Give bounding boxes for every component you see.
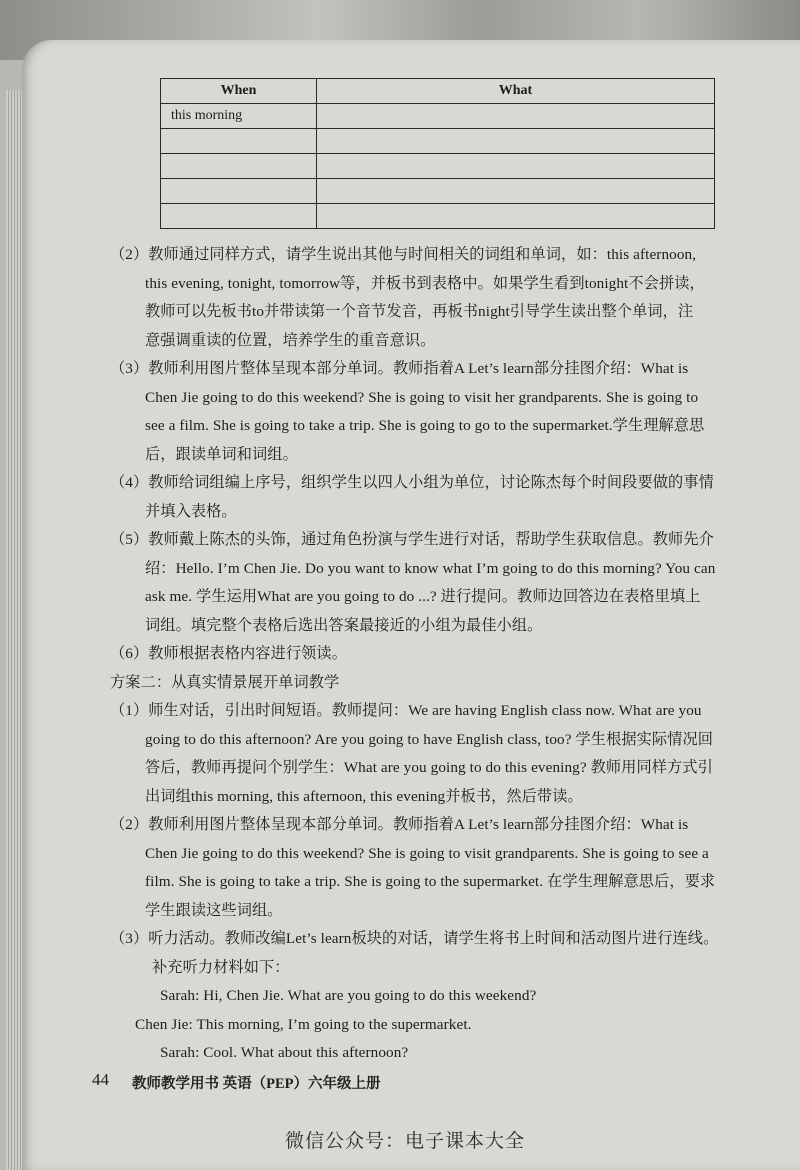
dialogue-line: Sarah: Cool. What about this afternoon? [160,1044,409,1061]
text-line: （1）师生对话，引出时间短语。教师提问：We are having English class now. What are you [110,702,702,719]
dialogue-line: Chen Jie: This morning, I’m going to the supermarket. [135,1016,472,1033]
table-row [161,104,715,129]
text-line: 绍：Hello. I’m Chen Jie. Do you want to know what I’m going to do this morning? You can [145,560,716,577]
cell-when: this morning [161,104,317,129]
dialogue-line: Sarah: Hi, Chen Jie. What are you going to do this weekend? [160,987,537,1004]
text-line: （2）教师通过同样方式，请学生说出其他与时间相关的词组和单词，如：this afternoon, [110,246,697,263]
cell-when [161,129,317,154]
text-line: see a film. She is going to take a trip. She is going to go to the supermarket.学生理解意思 [145,417,705,434]
cell-what [317,154,715,179]
book-title: 教师教学用书 英语（PEP）六年级上册 [132,1076,381,1092]
cell-when [161,204,317,229]
text-line: going to do this afternoon? Are you going to have English class, too? 学生根据实际情况回 [145,731,714,748]
text-line: 补充听力材料如下： [152,959,290,976]
cell-what [317,104,715,129]
text-line: （4）教师给词组编上序号，组织学生以四人小组为单位，讨论陈杰每个时间段要做的事情 [110,474,714,491]
text-line: 词组。填完整个表格后选出答案最接近的小组为最佳小组。 [145,617,543,634]
text-line: （3）听力活动。教师改编Let’s learn板块的对话，请学生将书上时间和活动图片进行连线。 [110,930,719,947]
table-row [161,129,715,154]
text-line: this evening, tonight, tomorrow等，并板书到表格中。如果学生看到tonight不会拼读， [145,275,705,292]
text-line: 教师可以先板书to并带读第一个音节发音，再板书night引导学生读出整个单词，注 [145,303,694,320]
section-heading: 方案二：从真实情景展开单词教学 [110,674,340,691]
text-line: （6）教师根据表格内容进行领读。 [110,645,348,662]
cell-when [161,154,317,179]
text-line: （2）教师利用图片整体呈现本部分单词。教师指着A Let’s learn部分挂图介绍：What is [110,816,689,833]
header-when: When [161,79,317,104]
text-line: 学生跟读这些词组。 [145,902,283,919]
text-line: ask me. 学生运用What are you going to do ...? 进行提问。教师边回答边在表格里填上 [145,588,701,605]
table-row [161,204,715,229]
watermark-text: 微信公众号：电子课本大全 [285,1130,526,1152]
text-line: （3）教师利用图片整体呈现本部分单词。教师指着A Let’s learn部分挂图介绍：What is [110,360,689,377]
text-line: 答后，教师再提问个别学生：What are you going to do this evening? 教师用同样方式引 [145,759,713,776]
text-line: （5）教师戴上陈杰的头饰，通过角色扮演与学生进行对话，帮助学生获取信息。教师先介 [110,531,714,548]
cell-when [161,179,317,204]
cell-what [317,204,715,229]
page-number: 44 [92,1070,109,1089]
cell-what [317,129,715,154]
table-header-row [161,79,715,104]
text-line: film. She is going to take a trip. She is going to the supermarket. 在学生理解意思后，要求 [145,873,716,890]
table-row [161,154,715,179]
text-line: Chen Jie going to do this weekend? She is going to visit grandparents. She is going to see a [145,845,709,862]
text-line: 并填入表格。 [145,503,237,520]
header-what: What [317,79,715,104]
text-line: Chen Jie going to do this weekend? She is going to visit her grandparents. She is going to [145,389,699,406]
table-row [161,179,715,204]
text-line: 意强调重读的位置，培养学生的重音意识。 [145,332,436,349]
text-line: 出词组this morning, this afternoon, this evening并板书，然后带读。 [145,788,583,805]
text-line: 后，跟读单词和词组。 [145,446,298,463]
when-what-table [160,78,715,229]
cell-what [317,179,715,204]
